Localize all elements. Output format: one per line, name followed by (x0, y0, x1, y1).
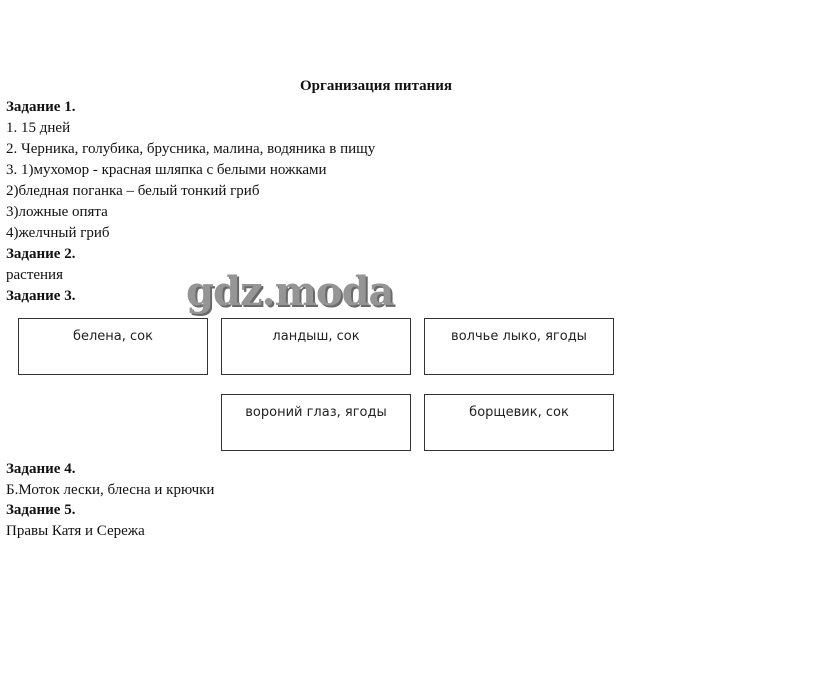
answer-box-4: вороний глаз, ягоды (221, 394, 411, 451)
task1-line-1: 1. 15 дней (6, 120, 71, 136)
task3-heading: Задание 3. (6, 288, 76, 304)
answer-box-5: борщевик, сок (424, 394, 614, 451)
task5-heading: Задание 5. (6, 502, 76, 518)
task5-answer: Правы Катя и Сережа (6, 523, 145, 539)
task1-line-4: 2)бледная поганка – белый тонкий гриб (6, 183, 260, 199)
task1-line-5: 3)ложные опята (6, 204, 108, 220)
task2-heading: Задание 2. (6, 246, 76, 262)
answer-box-1: белена, сок (18, 318, 208, 375)
task1-line-2: 2. Черника, голубика, брусника, малина, водяника в пищу (6, 141, 376, 157)
task1-line-6: 4)желчный гриб (6, 225, 110, 241)
task2-answer: растения (6, 267, 63, 283)
watermark-logo: gdz.moda (186, 268, 394, 315)
task1-line-3: 3. 1)мухомор - красная шляпка с белыми ножками (6, 162, 327, 178)
answer-box-3: волчье лыко, ягоды (424, 318, 614, 375)
answer-box-2: ландыш, сок (221, 318, 411, 375)
page-title: Организация питания (300, 78, 453, 94)
task1-heading: Задание 1. (6, 99, 76, 115)
task4-answer: Б.Моток лески, блесна и крючки (6, 482, 215, 498)
task4-heading: Задание 4. (6, 461, 76, 477)
